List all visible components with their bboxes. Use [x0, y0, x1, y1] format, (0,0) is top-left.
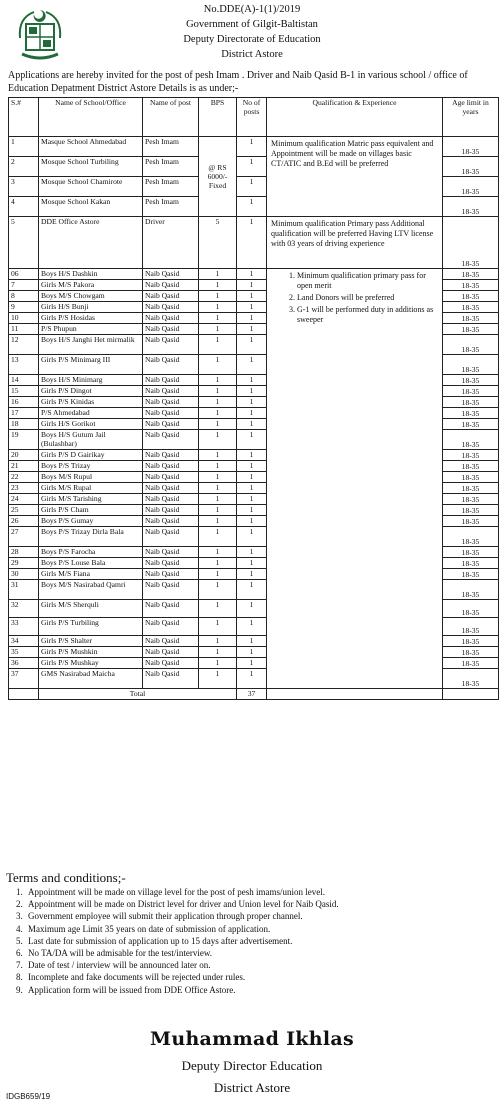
row-sno: 18 [9, 419, 39, 430]
row-post: Naib Qasid [143, 430, 199, 450]
row-bps: 1 [199, 516, 237, 527]
row-bps: 1 [199, 527, 237, 547]
vacancy-table [8, 97, 499, 700]
col-header-posts: No of posts [237, 98, 267, 137]
row-school: Girls M/S Rupal [39, 483, 143, 494]
term-item [6, 959, 500, 971]
term-number: 3. [16, 911, 23, 922]
directorate-name: Deputy Directorate of Education [183, 34, 321, 45]
row-bps: 1 [199, 669, 237, 689]
row-school: Masque School Ahmedabad [39, 137, 143, 157]
row-age: 18-35 [443, 408, 499, 419]
row-bps: 1 [199, 450, 237, 461]
col-header-school: Name of School/Office [39, 98, 143, 137]
row-age: 18-35 [443, 600, 499, 618]
row-post: Naib Qasid [143, 669, 199, 689]
row-post: Naib Qasid [143, 618, 199, 636]
row-bps: 1 [199, 505, 237, 516]
row-posts: 1 [237, 647, 267, 658]
row-sno: 33 [9, 618, 39, 636]
row-bps: 1 [199, 335, 237, 355]
row-posts: 1 [237, 494, 267, 505]
row-posts: 1 [237, 558, 267, 569]
row-sno: 15 [9, 386, 39, 397]
row-sno: 1 [9, 137, 39, 157]
row-posts: 1 [237, 177, 267, 197]
row-bps: 5 [199, 217, 237, 269]
row-post: Pesh Imam [143, 177, 199, 197]
term-number: 7. [16, 960, 23, 971]
row-sno: 25 [9, 505, 39, 516]
row-sno: 7 [9, 280, 39, 291]
row-bps: 1 [199, 397, 237, 408]
row-post: Naib Qasid [143, 386, 199, 397]
signatory-place: District Astore [213, 1080, 291, 1095]
col-header-bps: BPS [199, 98, 237, 137]
row-school: Girls P/S Mushkay [39, 658, 143, 669]
row-sno: 35 [9, 647, 39, 658]
row-posts: 1 [237, 483, 267, 494]
row-sno: 22 [9, 472, 39, 483]
term-item [6, 923, 500, 935]
row-posts: 1 [237, 618, 267, 636]
row-age: 18-35 [443, 430, 499, 450]
table-row [9, 269, 499, 280]
reference-number: No.DDE(A)-1(1)/2019 [203, 4, 301, 15]
row-post: Pesh Imam [143, 197, 199, 217]
row-post: Naib Qasid [143, 419, 199, 430]
term-item [6, 898, 500, 910]
qualification-item: 3. G-1 will be performed duty in additions as sweeper [297, 305, 438, 325]
row-posts: 1 [237, 461, 267, 472]
term-text: Last date for submission of application up to 15 days after advertisement. [28, 935, 293, 946]
row-school: Mosque School Chamirote [39, 177, 143, 197]
row-age: 18-35 [443, 558, 499, 569]
row-post: Naib Qasid [143, 408, 199, 419]
row-school: Girls M/S Fiana [39, 569, 143, 580]
term-text: Application form will be issued from DDE Office Astore. [28, 984, 236, 995]
row-school: Boys H/S Janghi Het mirmalik [39, 335, 143, 355]
col-header-qualification: Qualification & Experience [267, 98, 443, 137]
row-age: 18-35 [443, 618, 499, 636]
row-bps: 1 [199, 386, 237, 397]
row-age: 18-35 [443, 335, 499, 355]
row-post: Naib Qasid [143, 472, 199, 483]
row-school: P/S Ahmedabad [39, 408, 143, 419]
row-age: 18-35 [443, 355, 499, 375]
row-posts: 1 [237, 217, 267, 269]
term-text: Maximum age Limit 35 years on date of submission of application. [28, 923, 271, 934]
row-post: Naib Qasid [143, 580, 199, 600]
row-posts: 1 [237, 386, 267, 397]
term-number: 2. [16, 899, 23, 910]
row-school: GMS Nasirabad Maicha [39, 669, 143, 689]
row-post: Naib Qasid [143, 269, 199, 280]
row-post: Naib Qasid [143, 375, 199, 386]
row-sno: 5 [9, 217, 39, 269]
row-age: 18-35 [443, 547, 499, 558]
row-bps: 1 [199, 461, 237, 472]
row-sno: 32 [9, 600, 39, 618]
row-age: 18-35 [443, 291, 499, 302]
total-age-empty [443, 689, 499, 700]
term-number: 1. [16, 887, 23, 897]
total-sno-empty [9, 689, 39, 700]
row-posts: 1 [237, 419, 267, 430]
row-school: Boys M/S Chowgam [39, 291, 143, 302]
table-header-row [9, 98, 499, 137]
row-bps: 1 [199, 636, 237, 647]
row-posts: 1 [237, 450, 267, 461]
row-age: 18-35 [443, 647, 499, 658]
row-sno: 2 [9, 157, 39, 177]
row-sno: 26 [9, 516, 39, 527]
row-posts: 1 [237, 375, 267, 386]
row-sno: 27 [9, 527, 39, 547]
row-age: 18-35 [443, 324, 499, 335]
row-sno: 24 [9, 494, 39, 505]
row-posts: 1 [237, 527, 267, 547]
row-sno: 8 [9, 291, 39, 302]
row-age: 18-35 [443, 280, 499, 291]
row-age: 18-35 [443, 302, 499, 313]
term-text: Appointment will be made on District level for driver and Union level for Naib Qasid. [28, 899, 339, 910]
row-post: Naib Qasid [143, 302, 199, 313]
qualification-item: 2. Land Donors will be preferred [297, 293, 438, 303]
row-age: 18-35 [443, 450, 499, 461]
row-bps: 1 [199, 472, 237, 483]
row-posts: 1 [237, 516, 267, 527]
col-header-post: Name of post [143, 98, 199, 137]
row-post: Naib Qasid [143, 658, 199, 669]
row-school: Girls P/S Shalter [39, 636, 143, 647]
row-age: 18-35 [443, 177, 499, 197]
row-sno: 23 [9, 483, 39, 494]
row-bps: 1 [199, 483, 237, 494]
row-school: P/S Phupun [39, 324, 143, 335]
row-sno: 19 [9, 430, 39, 450]
row-age: 18-35 [443, 157, 499, 177]
row-age: 18-35 [443, 636, 499, 647]
col-header-sno: S.# [9, 98, 39, 137]
row-school: Boys P/S Louse Bala [39, 558, 143, 569]
row-post: Naib Qasid [143, 516, 199, 527]
row-posts: 1 [237, 547, 267, 558]
row-bps: 1 [199, 600, 237, 618]
total-qual-empty [267, 689, 443, 700]
row-school: Mosque School Turbiling [39, 157, 143, 177]
row-post: Naib Qasid [143, 450, 199, 461]
row-school: Boys M/S Rupul [39, 472, 143, 483]
row-post: Driver [143, 217, 199, 269]
row-sno: 13 [9, 355, 39, 375]
row-sno: 20 [9, 450, 39, 461]
row-age: 18-35 [443, 461, 499, 472]
row-age: 18-35 [443, 386, 499, 397]
row-post: Naib Qasid [143, 335, 199, 355]
table-row [9, 137, 499, 157]
total-posts: 37 [237, 689, 267, 700]
row-sno: 21 [9, 461, 39, 472]
row-posts: 1 [237, 505, 267, 516]
term-number: 4. [16, 923, 23, 934]
row-school: Boys P/S Trizay [39, 461, 143, 472]
row-school: Boys P/S Farocha [39, 547, 143, 558]
row-post: Naib Qasid [143, 494, 199, 505]
row-posts: 1 [237, 472, 267, 483]
row-post: Naib Qasid [143, 558, 199, 569]
terms-title: Terms and conditions;- [6, 870, 126, 885]
row-bps: 1 [199, 355, 237, 375]
row-post: Naib Qasid [143, 397, 199, 408]
row-school: Girls P/S Mushkin [39, 647, 143, 658]
row-sno: 34 [9, 636, 39, 647]
row-bps: 1 [199, 269, 237, 280]
row-age: 18-35 [443, 516, 499, 527]
row-school: Girls P/S Dingot [39, 386, 143, 397]
row-post: Naib Qasid [143, 280, 199, 291]
row-posts: 1 [237, 397, 267, 408]
imam-bps-cell: @ RS 6000/- Fixed [199, 137, 237, 217]
intro-paragraph: Applications are hereby invited for the post of pesh Imam . Driver and Naib Qasid B-1 in various school / office of Education Depatment District Astore Details is as under;- [8, 70, 468, 94]
row-posts: 1 [237, 269, 267, 280]
row-school: Girls M/S Tarishing [39, 494, 143, 505]
row-school: Boys P/S Trizay Dirla Bala [39, 527, 143, 547]
row-age: 18-35 [443, 505, 499, 516]
row-sno: 06 [9, 269, 39, 280]
row-sno: 29 [9, 558, 39, 569]
row-school: Girls H/S Gorikot [39, 419, 143, 430]
row-posts: 1 [237, 280, 267, 291]
row-bps: 1 [199, 558, 237, 569]
naib-qualification-list [271, 271, 438, 325]
row-school: Girls H/S Bunji [39, 302, 143, 313]
row-age: 18-35 [443, 375, 499, 386]
row-posts: 1 [237, 430, 267, 450]
row-school: Boys P/S Gumay [39, 516, 143, 527]
row-age: 18-35 [443, 397, 499, 408]
row-posts: 1 [237, 569, 267, 580]
row-sno: 14 [9, 375, 39, 386]
row-sno: 17 [9, 408, 39, 419]
row-school: Boys H/S Dashkin [39, 269, 143, 280]
row-age: 18-35 [443, 472, 499, 483]
row-post: Naib Qasid [143, 600, 199, 618]
term-text: Government employee will submit their application through proper channel. [28, 911, 303, 922]
qualification-item: 1. Minimum qualification primary pass for open merit [297, 271, 438, 291]
term-item [6, 935, 500, 947]
row-bps: 1 [199, 618, 237, 636]
terms-section [6, 870, 500, 996]
row-posts: 1 [237, 580, 267, 600]
naib-qasid-qualification [267, 269, 443, 689]
term-text: Date of test / interview will be announced later on. [28, 960, 211, 971]
signatory-title: Deputy Director Education [181, 1058, 323, 1073]
term-item [6, 947, 500, 959]
row-posts: 1 [237, 313, 267, 324]
row-bps: 1 [199, 580, 237, 600]
row-age: 18-35 [443, 197, 499, 217]
total-row [9, 689, 499, 700]
row-school: Boys M/S Nasirabad Qamri [39, 580, 143, 600]
row-posts: 1 [237, 408, 267, 419]
row-posts: 1 [237, 355, 267, 375]
row-posts: 1 [237, 197, 267, 217]
row-bps: 1 [199, 408, 237, 419]
row-post: Naib Qasid [143, 569, 199, 580]
term-text: Appointment will be made on village level for the post of pesh imams/union level. [28, 887, 325, 897]
row-posts: 1 [237, 302, 267, 313]
row-posts: 1 [237, 324, 267, 335]
row-bps: 1 [199, 302, 237, 313]
row-posts: 1 [237, 600, 267, 618]
col-header-age: Age limit in years [443, 98, 499, 137]
row-age: 18-35 [443, 658, 499, 669]
government-name: Government of Gilgit-Baltistan [186, 19, 318, 30]
row-sno: 4 [9, 197, 39, 217]
row-bps: 1 [199, 658, 237, 669]
row-school: Girls P/S Hosidas [39, 313, 143, 324]
row-sno: 37 [9, 669, 39, 689]
row-bps: 1 [199, 291, 237, 302]
row-post: Naib Qasid [143, 483, 199, 494]
table-row [9, 217, 499, 269]
row-school: Boys H/S Minimarg [39, 375, 143, 386]
row-post: Naib Qasid [143, 505, 199, 516]
row-posts: 1 [237, 157, 267, 177]
row-age: 18-35 [443, 269, 499, 280]
row-age: 18-35 [443, 527, 499, 547]
row-post: Naib Qasid [143, 636, 199, 647]
row-age: 18-35 [443, 483, 499, 494]
term-item [6, 971, 500, 983]
row-post: Naib Qasid [143, 291, 199, 302]
term-number: 8. [16, 972, 23, 983]
row-sno: 11 [9, 324, 39, 335]
term-number: 5. [16, 935, 23, 946]
row-post: Naib Qasid [143, 647, 199, 658]
row-school: Girls P/S Turbiling [39, 618, 143, 636]
row-school: Mosque School Kakan [39, 197, 143, 217]
row-post: Naib Qasid [143, 355, 199, 375]
row-school: DDE Office Astore [39, 217, 143, 269]
row-posts: 1 [237, 636, 267, 647]
row-bps: 1 [199, 547, 237, 558]
row-bps: 1 [199, 280, 237, 291]
row-sno: 36 [9, 658, 39, 669]
row-post: Naib Qasid [143, 324, 199, 335]
row-posts: 1 [237, 669, 267, 689]
row-post: Pesh Imam [143, 157, 199, 177]
row-posts: 1 [237, 291, 267, 302]
row-post: Naib Qasid [143, 461, 199, 472]
row-post: Naib Qasid [143, 547, 199, 558]
row-school: Girls P/S Minimarg III [39, 355, 143, 375]
row-bps: 1 [199, 647, 237, 658]
row-bps: 1 [199, 569, 237, 580]
row-school: Girls M/S Pakora [39, 280, 143, 291]
row-bps: 1 [199, 313, 237, 324]
row-age: 18-35 [443, 137, 499, 157]
imam-qualification: Minimum qualification Matric pass equivalent and Appointment will be made on villages basic CT/ATIC and B.Ed will be preferred [267, 137, 443, 217]
row-age: 18-35 [443, 494, 499, 505]
term-text: No TA/DA will be admisable for the test/interview. [28, 948, 212, 959]
row-posts: 1 [237, 658, 267, 669]
row-posts: 1 [237, 137, 267, 157]
row-post: Naib Qasid [143, 527, 199, 547]
row-school: Girls P/S Kinidas [39, 397, 143, 408]
row-age: 18-35 [443, 217, 499, 269]
row-bps: 1 [199, 419, 237, 430]
row-bps: 1 [199, 494, 237, 505]
row-bps: 1 [199, 324, 237, 335]
total-label: Total [39, 689, 237, 700]
row-sno: 31 [9, 580, 39, 600]
row-school: Girls M/S Sherquli [39, 600, 143, 618]
term-item [6, 910, 500, 922]
row-age: 18-35 [443, 580, 499, 600]
row-post: Pesh Imam [143, 137, 199, 157]
row-sno: 30 [9, 569, 39, 580]
table-body [9, 137, 499, 700]
row-school: Girls P/S Cham [39, 505, 143, 516]
row-age: 18-35 [443, 569, 499, 580]
footer-reference: IDGB659/19 [6, 1092, 51, 1101]
signatory-name: Muhammad Ikhlas [150, 1028, 354, 1050]
row-bps: 1 [199, 430, 237, 450]
row-age: 18-35 [443, 419, 499, 430]
term-item [6, 886, 500, 898]
row-sno: 9 [9, 302, 39, 313]
row-post: Naib Qasid [143, 313, 199, 324]
term-number: 6. [16, 948, 23, 959]
row-sno: 10 [9, 313, 39, 324]
row-age: 18-35 [443, 313, 499, 324]
row-sno: 12 [9, 335, 39, 355]
row-sno: 28 [9, 547, 39, 558]
term-number: 9. [16, 984, 23, 995]
row-age: 18-35 [443, 669, 499, 689]
term-item [6, 984, 500, 996]
row-school: Boys H/S Gutum Jail (Bulashbar) [39, 430, 143, 450]
row-school: Girls P/S D Gairikay [39, 450, 143, 461]
district-name: District Astore [221, 49, 283, 60]
row-posts: 1 [237, 335, 267, 355]
row-sno: 16 [9, 397, 39, 408]
row-sno: 3 [9, 177, 39, 197]
driver-qualification: Minimum qualification Primary pass Additional qualification will be preferred Having LTV license with 03 years of driving experience [267, 217, 443, 269]
term-text: Incomplete and fake documents will be rejected under rules. [28, 972, 246, 983]
terms-list [6, 886, 500, 996]
document-header [0, 0, 504, 70]
row-bps: 1 [199, 375, 237, 386]
